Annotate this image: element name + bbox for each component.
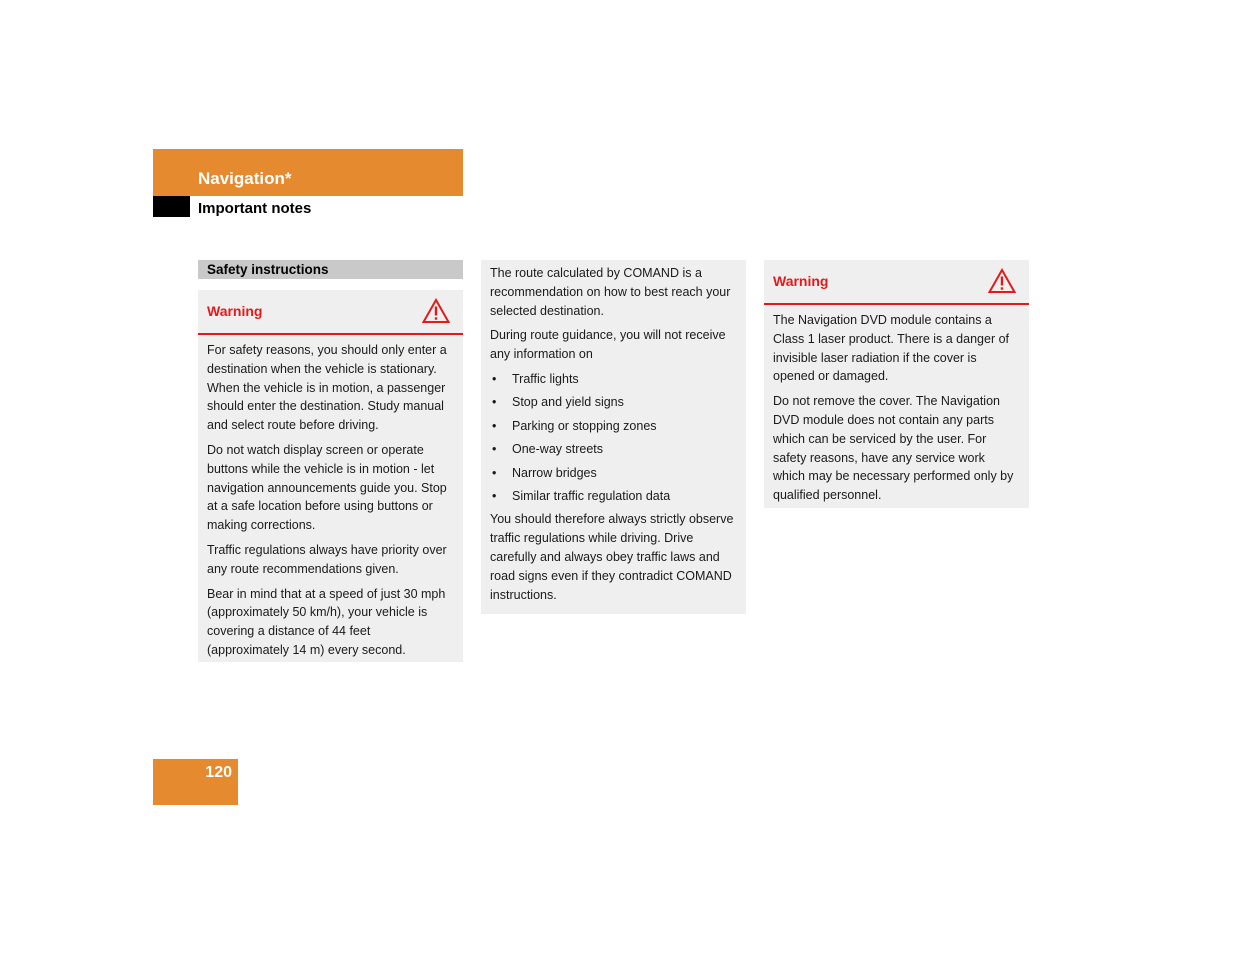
chapter-title: Navigation* [198,169,292,188]
warning-paragraph: Do not watch display screen or operate buttons while the vehicle is in motion - let navigation announcements guide you. Stop at a safe location before using buttons or making corrections. [207,442,447,533]
safety-instructions-heading: Safety instructions [198,260,463,279]
warning-label: Warning [773,273,829,289]
traffic-info-list [490,370,737,506]
warning-triangle-icon [988,268,1016,294]
section-title: Important notes [198,200,312,217]
warning-paragraph: For safety reasons, you should only enter a destination when the vehicle is stationary. When the vehicle is in motion, a passenger should enter the destination. Study manual and select route before driving. [207,343,447,433]
route-info-box [481,260,746,614]
chapter-header-bar [153,149,463,196]
warning-label: Warning [207,303,263,319]
warning-header [764,260,1029,305]
info-paragraph: The route calculated by COMAND is a recommendation on how to best reach your selected destination. [490,266,731,318]
list-item: • Similar traffic regulation data [490,487,737,506]
list-item: • Parking or stopping zones [490,417,737,436]
info-paragraph: During route guidance, you will not receive any information on [490,328,726,362]
warning-paragraph: Bear in mind that at a speed of just 30 mph (approximately 50 km/h), your vehicle is covering a distance of 44 feet (approximately 14 m) every second. [207,586,446,657]
list-item: • One-way streets [490,440,737,459]
section-marker [153,196,190,217]
list-item: • Traffic lights [490,370,737,389]
warning-body [764,305,1029,505]
warning-triangle-icon [422,298,450,324]
list-item: • Narrow bridges [490,464,737,483]
warning-header [198,290,463,335]
page-number-tab [153,759,238,805]
route-info-body [481,260,746,604]
warning-paragraph: Do not remove the cover. The Navigation DVD module does not contain any parts which can be serviced by the user. For safety reasons, have any service work which may be necessary performed only by qualified personnel. [773,394,1014,503]
list-item: • Stop and yield signs [490,393,737,412]
warning-box-laser [764,260,1029,508]
page-number: 120 [205,764,232,781]
warning-paragraph: Traffic regulations always have priority over any route recommendations given. [207,542,447,576]
warning-box-safety [198,290,463,662]
warning-body [198,335,463,660]
info-paragraph: You should therefore always strictly observe traffic regulations while driving. Drive carefully and always obey traffic laws and road signs even if they contradict COMAND instructions. [490,512,734,602]
warning-paragraph: The Navigation DVD module contains a Class 1 laser product. There is a danger of invisible laser radiation if the cover is opened or damaged. [773,313,1010,384]
